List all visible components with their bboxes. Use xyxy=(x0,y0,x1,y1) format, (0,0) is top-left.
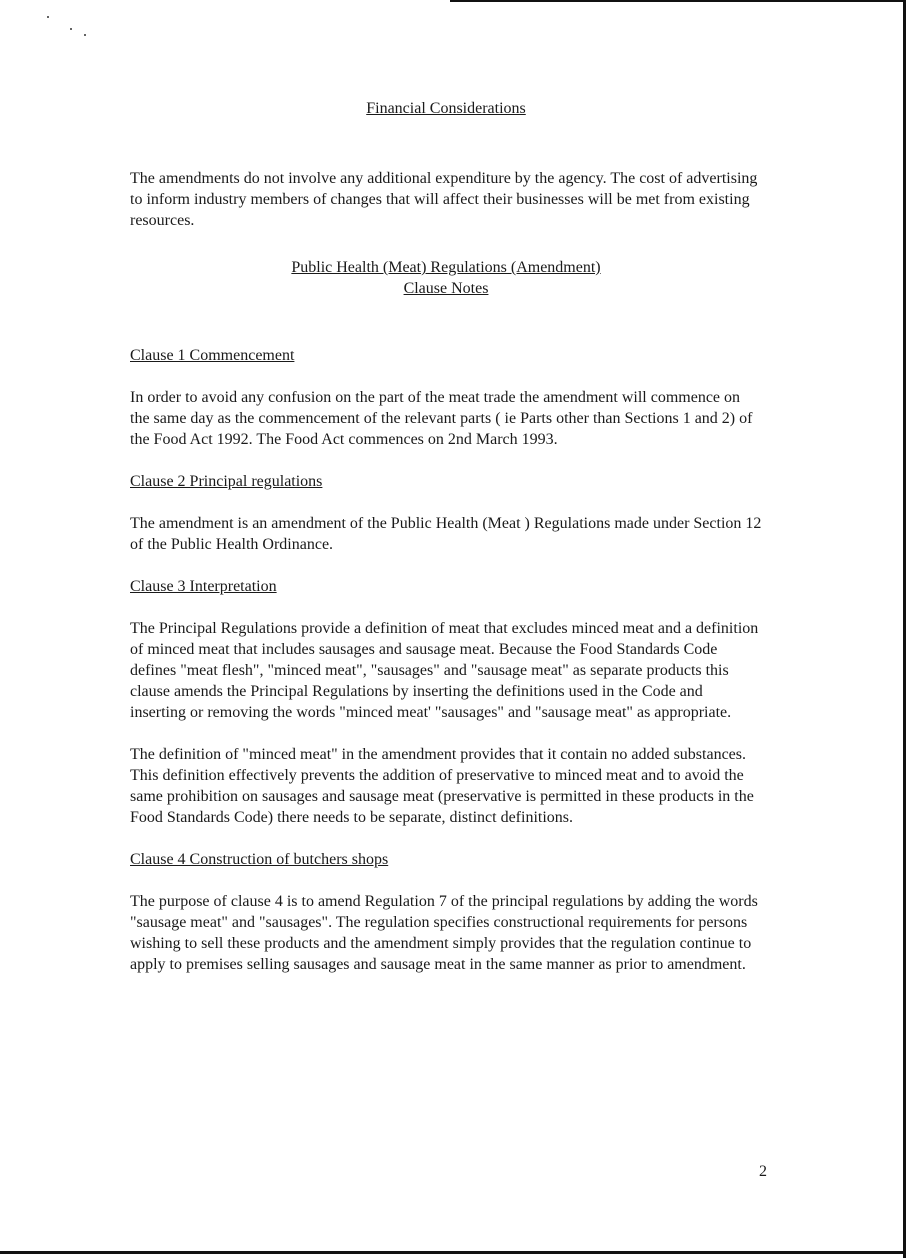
clause-3-paragraph-1: The Principal Regulations provide a definition of meat that excludes minced meat and a definition of minced meat that includes sausages and sausage meat. Because the Food Standards Code defines "meat flesh", "minced meat", "sausages" and "sausage meat" as separate products this clause amends the Principal Regulations by inserting the definitions used in the Code and inserting or removing the words "minced meat' "sausages" and "sausage meat" as appropriate. xyxy=(130,620,759,721)
clause-4-paragraph: The purpose of clause 4 is to amend Regulation 7 of the principal regulations by adding the words "sausage meat" and "sausages". The regulation specifies constructional requirements for persons wishing to sell these products and the amendment simply provides that the regulation continue to apply to premises selling sausages and sausage meat in the same manner as prior to amendment. xyxy=(130,893,758,973)
clause-2-heading: Clause 2 Principal regulations xyxy=(130,473,323,490)
title-line-1: Public Health (Meat) Regulations (Amendment) xyxy=(291,259,601,276)
clause-2-paragraph: The amendment is an amendment of the Public Health (Meat ) Regulations made under Section 12 of the Public Health Ordinance. xyxy=(130,515,762,553)
scan-speck xyxy=(47,16,49,18)
scan-edge-top xyxy=(450,0,906,2)
scan-edge-bottom xyxy=(0,1251,906,1254)
clause-3-heading: Clause 3 Interpretation xyxy=(130,578,277,595)
clause-1-paragraph: In order to avoid any confusion on the part of the meat trade the amendment will commence on the same day as the commencement of the relevant parts ( ie Parts other than Sections 1 and 2) of the Food Act 1992. The Food Act commences on 2nd March 1993. xyxy=(130,389,753,448)
financial-heading: Financial Considerations xyxy=(366,100,526,117)
title-line-2: Clause Notes xyxy=(403,280,489,297)
financial-paragraph: The amendments do not involve any additional expenditure by the agency. The cost of advertising to inform industry members of changes that will affect their businesses will be met from existing resources. xyxy=(130,170,758,229)
page-number: 2 xyxy=(759,1163,767,1180)
document-page xyxy=(130,98,762,975)
clause-3-paragraph-2: The definition of "minced meat" in the amendment provides that it contain no added substances. This definition effectively prevents the addition of preservative to minced meat and to avoid the same prohibition on sausages and sausage meat (preservative is permitted in these products in the Food Standards Code) there needs to be separate, distinct definitions. xyxy=(130,746,754,826)
clause-1-heading: Clause 1 Commencement xyxy=(130,347,295,364)
scan-speck xyxy=(70,28,72,30)
scan-speck xyxy=(84,34,86,36)
document-title xyxy=(130,257,762,299)
clause-4-heading: Clause 4 Construction of butchers shops xyxy=(130,851,389,868)
